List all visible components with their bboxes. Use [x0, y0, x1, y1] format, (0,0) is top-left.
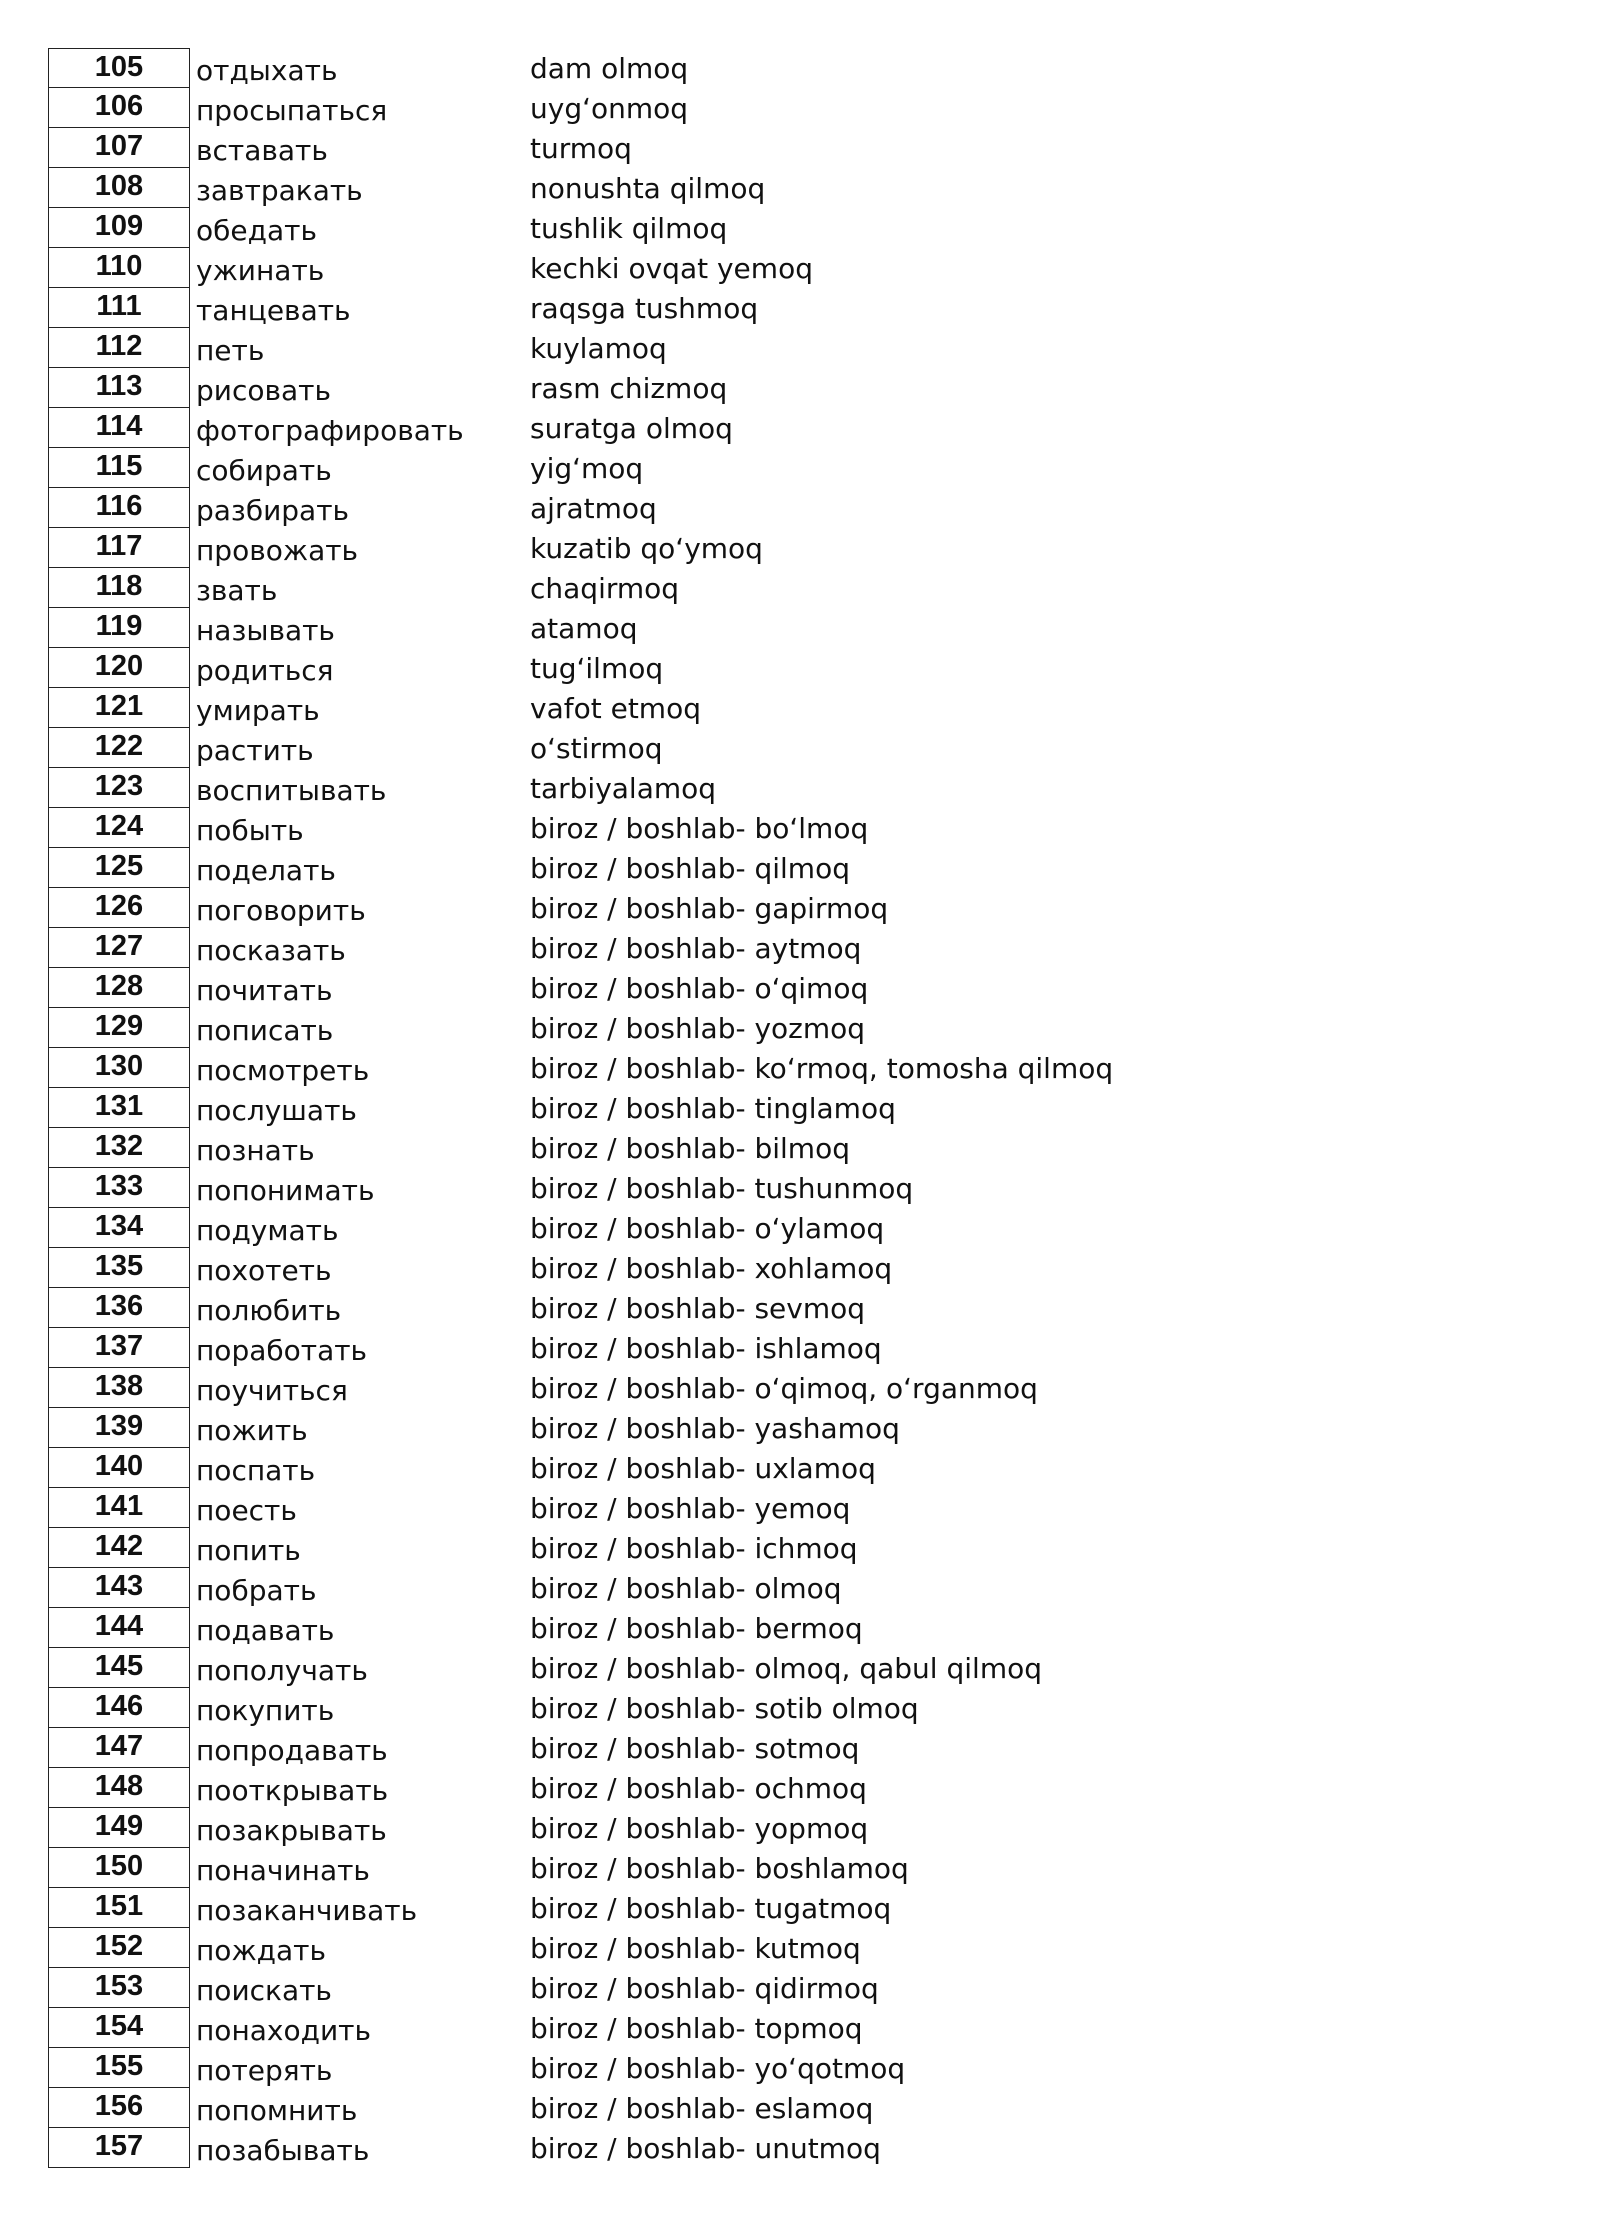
russian-word: полюбить — [196, 1294, 342, 1327]
russian-word: поговорить — [196, 894, 366, 927]
entry-number: 113 — [48, 368, 190, 408]
uzbek-translation: turmoq — [530, 132, 632, 165]
uzbek-translation: biroz / boshlab- ochmoq — [530, 1772, 867, 1805]
uzbek-translation: biroz / boshlab- sevmoq — [530, 1292, 866, 1325]
uzbek-translation: biroz / boshlab- xohlamoq — [530, 1252, 893, 1285]
russian-word: отдыхать — [196, 54, 338, 87]
uzbek-translation: tarbiyalamoq — [530, 772, 717, 805]
russian-word: позакрывать — [196, 1814, 387, 1847]
entry-number: 112 — [48, 328, 190, 368]
table-row — [0, 648, 1600, 688]
entry-number: 148 — [48, 1768, 190, 1808]
russian-word: поесть — [196, 1494, 297, 1527]
table-row — [0, 768, 1600, 808]
entry-number: 156 — [48, 2088, 190, 2128]
table-row — [0, 528, 1600, 568]
russian-word: обедать — [196, 214, 317, 247]
uzbek-translation: kechki ovqat yemoq — [530, 252, 813, 285]
uzbek-translation: biroz / boshlab- boshlamoq — [530, 1852, 909, 1885]
russian-word: фотографировать — [196, 414, 464, 447]
uzbek-translation: biroz / boshlab- olmoq — [530, 1572, 842, 1605]
entry-number: 154 — [48, 2008, 190, 2048]
uzbek-translation: chaqirmoq — [530, 572, 680, 605]
entry-number: 140 — [48, 1448, 190, 1488]
entry-number: 120 — [48, 648, 190, 688]
table-row — [0, 1608, 1600, 1648]
uzbek-translation: biroz / boshlab- qilmoq — [530, 852, 850, 885]
entry-number: 117 — [48, 528, 190, 568]
uzbek-translation: biroz / boshlab- eslamoq — [530, 2092, 874, 2125]
table-row — [0, 48, 1600, 88]
entry-number: 125 — [48, 848, 190, 888]
russian-word: посказать — [196, 934, 346, 967]
table-row — [0, 328, 1600, 368]
russian-word: провожать — [196, 534, 359, 567]
table-row — [0, 808, 1600, 848]
russian-word: попродавать — [196, 1734, 388, 1767]
table-row — [0, 888, 1600, 928]
uzbek-translation: tushlik qilmoq — [530, 212, 728, 245]
uzbek-translation: biroz / boshlab- qidirmoq — [530, 1972, 879, 2005]
uzbek-translation: ajratmoq — [530, 492, 657, 525]
russian-word: пождать — [196, 1934, 326, 1967]
table-row — [0, 2048, 1600, 2088]
russian-word: умирать — [196, 694, 320, 727]
uzbek-translation: biroz / boshlab- ichmoq — [530, 1532, 858, 1565]
entry-number: 150 — [48, 1848, 190, 1888]
uzbek-translation: biroz / boshlab- tushunmoq — [530, 1172, 914, 1205]
russian-word: вставать — [196, 134, 328, 167]
russian-word: потерять — [196, 2054, 333, 2087]
table-row — [0, 968, 1600, 1008]
entry-number: 130 — [48, 1048, 190, 1088]
table-row — [0, 2008, 1600, 2048]
russian-word: побыть — [196, 814, 304, 847]
entry-number: 155 — [48, 2048, 190, 2088]
russian-word: послушать — [196, 1094, 357, 1127]
entry-number: 129 — [48, 1008, 190, 1048]
entry-number: 118 — [48, 568, 190, 608]
russian-word: пожить — [196, 1414, 308, 1447]
russian-word: разбирать — [196, 494, 350, 527]
entry-number: 149 — [48, 1808, 190, 1848]
table-row — [0, 448, 1600, 488]
table-row — [0, 1048, 1600, 1088]
table-row — [0, 1008, 1600, 1048]
table-row — [0, 568, 1600, 608]
uzbek-translation: biroz / boshlab- yopmoq — [530, 1812, 869, 1845]
table-row — [0, 128, 1600, 168]
entry-number: 133 — [48, 1168, 190, 1208]
uzbek-translation: biroz / boshlab- kutmoq — [530, 1932, 861, 1965]
russian-word: собирать — [196, 454, 332, 487]
entry-number: 138 — [48, 1368, 190, 1408]
uzbek-translation: biroz / boshlab- sotib olmoq — [530, 1692, 919, 1725]
entry-number: 105 — [48, 48, 190, 88]
entry-number: 110 — [48, 248, 190, 288]
russian-word: попомнить — [196, 2094, 358, 2127]
uzbek-translation: biroz / boshlab- olmoq, qabul qilmoq — [530, 1652, 1042, 1685]
table-row — [0, 1688, 1600, 1728]
russian-word: попонимать — [196, 1174, 375, 1207]
russian-word: воспитывать — [196, 774, 387, 807]
table-row — [0, 1248, 1600, 1288]
uzbek-translation: yigʻmoq — [530, 452, 644, 485]
uzbek-translation: suratga olmoq — [530, 412, 733, 445]
uzbek-translation: biroz / boshlab- koʻrmoq, tomosha qilmoq — [530, 1052, 1114, 1085]
entry-number: 126 — [48, 888, 190, 928]
uzbek-translation: biroz / boshlab- boʻlmoq — [530, 812, 869, 845]
entry-number: 121 — [48, 688, 190, 728]
table-row — [0, 928, 1600, 968]
entry-number: 122 — [48, 728, 190, 768]
entry-number: 132 — [48, 1128, 190, 1168]
uzbek-translation: dam olmoq — [530, 52, 689, 85]
uzbek-translation: tugʻilmoq — [530, 652, 664, 685]
entry-number: 115 — [48, 448, 190, 488]
entry-number: 116 — [48, 488, 190, 528]
russian-word: похотеть — [196, 1254, 332, 1287]
entry-number: 107 — [48, 128, 190, 168]
entry-number: 136 — [48, 1288, 190, 1328]
uzbek-translation: biroz / boshlab- oʻqimoq, oʻrganmoq — [530, 1372, 1038, 1405]
entry-number: 141 — [48, 1488, 190, 1528]
entry-number: 151 — [48, 1888, 190, 1928]
russian-word: позабывать — [196, 2134, 370, 2167]
russian-word: посмотреть — [196, 1054, 370, 1087]
table-row — [0, 208, 1600, 248]
russian-word: почитать — [196, 974, 333, 1007]
table-row — [0, 1088, 1600, 1128]
entry-number: 134 — [48, 1208, 190, 1248]
uzbek-translation: biroz / boshlab- tugatmoq — [530, 1892, 892, 1925]
table-row — [0, 1888, 1600, 1928]
entry-number: 144 — [48, 1608, 190, 1648]
uzbek-translation: nonushta qilmoq — [530, 172, 766, 205]
table-row — [0, 168, 1600, 208]
entry-number: 111 — [48, 288, 190, 328]
uzbek-translation: biroz / boshlab- yashamoq — [530, 1412, 900, 1445]
entry-number: 119 — [48, 608, 190, 648]
entry-number: 123 — [48, 768, 190, 808]
entry-number: 153 — [48, 1968, 190, 2008]
table-row — [0, 1928, 1600, 1968]
uzbek-translation: biroz / boshlab- oʻylamoq — [530, 1212, 885, 1245]
entry-number: 157 — [48, 2128, 190, 2168]
table-row — [0, 1848, 1600, 1888]
uzbek-translation: raqsga tushmoq — [530, 292, 759, 325]
russian-word: поспать — [196, 1454, 316, 1487]
table-row — [0, 408, 1600, 448]
russian-word: познать — [196, 1134, 315, 1167]
russian-word: звать — [196, 574, 278, 607]
uzbek-translation: biroz / boshlab- unutmoq — [530, 2132, 881, 2165]
entry-number: 137 — [48, 1328, 190, 1368]
uzbek-translation: biroz / boshlab- yoʻqotmoq — [530, 2052, 906, 2085]
russian-word: ужинать — [196, 254, 325, 287]
uzbek-translation: biroz / boshlab- bermoq — [530, 1612, 863, 1645]
entry-number: 106 — [48, 88, 190, 128]
uzbek-translation: biroz / boshlab- yozmoq — [530, 1012, 866, 1045]
entry-number: 108 — [48, 168, 190, 208]
russian-word: пописать — [196, 1014, 334, 1047]
entry-number: 127 — [48, 928, 190, 968]
table-row — [0, 1768, 1600, 1808]
uzbek-translation: uygʻonmoq — [530, 92, 689, 125]
uzbek-translation: biroz / boshlab- bilmoq — [530, 1132, 850, 1165]
uzbek-translation: biroz / boshlab- tinglamoq — [530, 1092, 896, 1125]
uzbek-translation: biroz / boshlab- uxlamoq — [530, 1452, 876, 1485]
entry-number: 109 — [48, 208, 190, 248]
russian-word: подумать — [196, 1214, 339, 1247]
table-row — [0, 1128, 1600, 1168]
table-row — [0, 608, 1600, 648]
uzbek-translation: atamoq — [530, 612, 638, 645]
table-row — [0, 1648, 1600, 1688]
russian-word: покупить — [196, 1694, 335, 1727]
russian-word: поработать — [196, 1334, 368, 1367]
table-row — [0, 1208, 1600, 1248]
table-row — [0, 1408, 1600, 1448]
entry-number: 152 — [48, 1928, 190, 1968]
russian-word: называть — [196, 614, 335, 647]
russian-word: подавать — [196, 1614, 335, 1647]
russian-word: танцевать — [196, 294, 351, 327]
entry-number: 143 — [48, 1568, 190, 1608]
russian-word: поначинать — [196, 1854, 370, 1887]
entry-number: 114 — [48, 408, 190, 448]
uzbek-translation: oʻstirmoq — [530, 732, 663, 765]
table-row — [0, 848, 1600, 888]
russian-word: родиться — [196, 654, 334, 687]
table-row — [0, 1808, 1600, 1848]
entry-number: 131 — [48, 1088, 190, 1128]
russian-word: растить — [196, 734, 314, 767]
russian-word: пополучать — [196, 1654, 368, 1687]
russian-word: попить — [196, 1534, 301, 1567]
uzbek-translation: biroz / boshlab- sotmoq — [530, 1732, 860, 1765]
russian-word: понаходить — [196, 2014, 371, 2047]
table-row — [0, 1288, 1600, 1328]
russian-word: рисовать — [196, 374, 331, 407]
table-row — [0, 2088, 1600, 2128]
entry-number: 147 — [48, 1728, 190, 1768]
russian-word: петь — [196, 334, 265, 367]
table-row — [0, 248, 1600, 288]
uzbek-translation: biroz / boshlab- yemoq — [530, 1492, 851, 1525]
uzbek-translation: biroz / boshlab- aytmoq — [530, 932, 862, 965]
entry-number: 139 — [48, 1408, 190, 1448]
russian-word: поделать — [196, 854, 336, 887]
uzbek-translation: kuylamoq — [530, 332, 667, 365]
table-row — [0, 1448, 1600, 1488]
uzbek-translation: biroz / boshlab- oʻqimoq — [530, 972, 869, 1005]
table-row — [0, 728, 1600, 768]
russian-word: завтракать — [196, 174, 363, 207]
entry-number: 135 — [48, 1248, 190, 1288]
uzbek-translation: vafot etmoq — [530, 692, 701, 725]
entry-number: 142 — [48, 1528, 190, 1568]
entry-number: 124 — [48, 808, 190, 848]
table-row — [0, 688, 1600, 728]
entry-number: 128 — [48, 968, 190, 1008]
table-row — [0, 1968, 1600, 2008]
table-row — [0, 1328, 1600, 1368]
table-row — [0, 1368, 1600, 1408]
table-row — [0, 368, 1600, 408]
table-row — [0, 488, 1600, 528]
russian-word: позаканчивать — [196, 1894, 418, 1927]
russian-word: поискать — [196, 1974, 332, 2007]
entry-number: 146 — [48, 1688, 190, 1728]
uzbek-translation: biroz / boshlab- topmoq — [530, 2012, 863, 2045]
table-row — [0, 1728, 1600, 1768]
table-row — [0, 1568, 1600, 1608]
table-row — [0, 2128, 1600, 2168]
entry-number: 145 — [48, 1648, 190, 1688]
russian-word: просыпаться — [196, 94, 388, 127]
russian-word: поучиться — [196, 1374, 348, 1407]
uzbek-translation: kuzatib qoʻymoq — [530, 532, 763, 565]
uzbek-translation: biroz / boshlab- ishlamoq — [530, 1332, 882, 1365]
table-row — [0, 1528, 1600, 1568]
uzbek-translation: rasm chizmoq — [530, 372, 728, 405]
russian-word: побрать — [196, 1574, 317, 1607]
uzbek-translation: biroz / boshlab- gapirmoq — [530, 892, 889, 925]
table-row — [0, 88, 1600, 128]
table-row — [0, 1168, 1600, 1208]
table-row — [0, 288, 1600, 328]
russian-word: пооткрывать — [196, 1774, 389, 1807]
table-row — [0, 1488, 1600, 1528]
